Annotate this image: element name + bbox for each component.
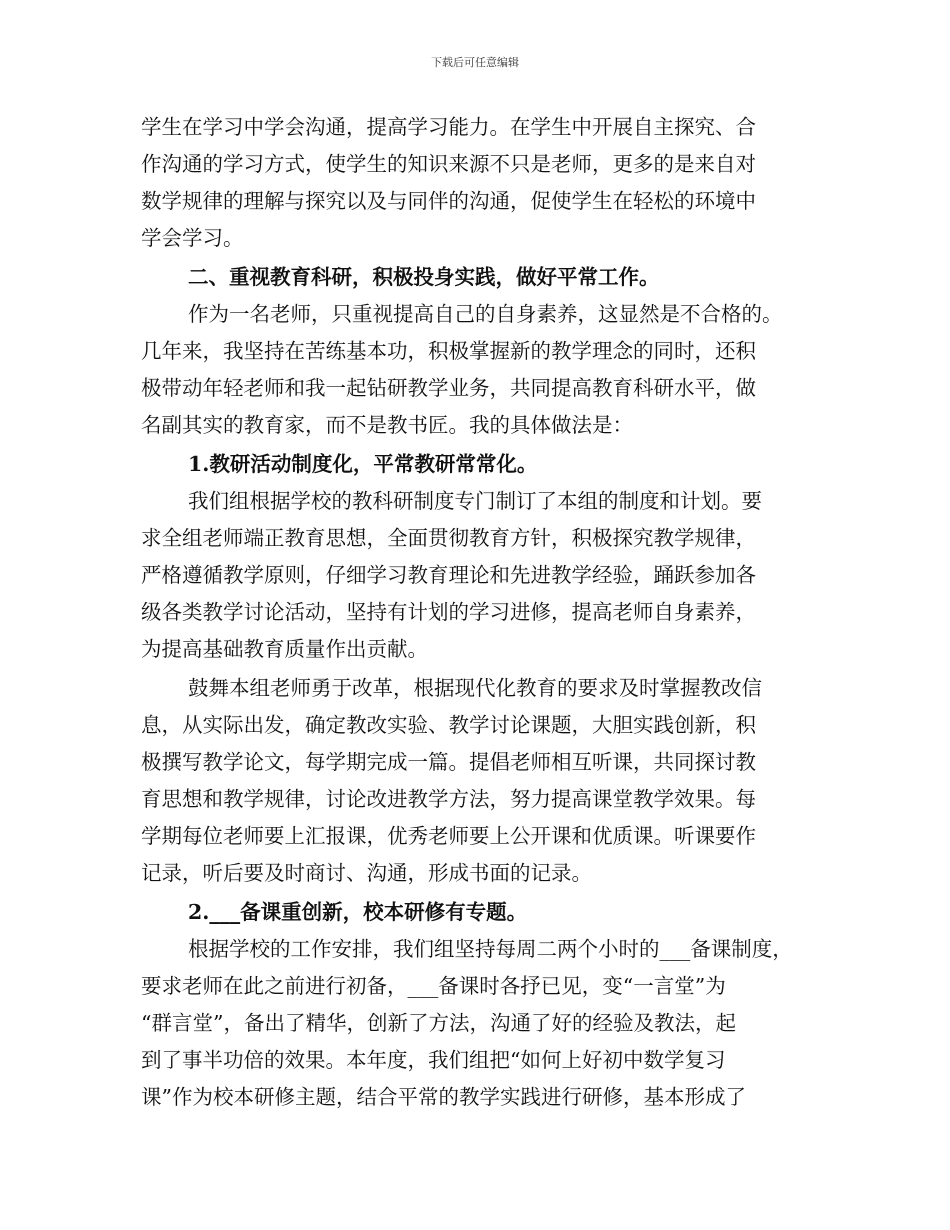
text-line: 名副其实的教育家，而不是教书匠。我的具体做法是： — [141, 413, 633, 437]
subsection-heading: 2.___备课重创新，校本研修有专题。 — [188, 900, 528, 924]
text-line: 极撰写教学论文，每学期完成一篇。提倡老师相互听课，共同探讨教 — [141, 750, 756, 774]
text-line: 作沟通的学习方式，使学生的知识来源不只是老师，更多的是来自对 — [141, 152, 756, 176]
text-line: 数学规律的理解与探究以及与同伴的沟通，促使学生在轻松的环境中 — [141, 189, 756, 213]
text-line: 课”作为校本研修主题，结合平常的教学实践进行研修，基本形成了 — [141, 1085, 746, 1109]
text-line: 我们组根据学校的教科研制度专门制订了本组的制度和计划。要 — [188, 489, 762, 513]
text-line: 根据学校的工作安排，我们组坚持每周二两个小时的___备课制度， — [188, 937, 793, 961]
text-line: 学生在学习中学会沟通，提高学习能力。在学生中开展自主探究、合 — [141, 115, 756, 139]
text-line: 级各类教学讨论活动，坚持有计划的学习进修，提高老师自身素养， — [141, 600, 756, 624]
section-heading: 二、重视教育科研，积极投身实践，做好平常工作。 — [188, 265, 660, 289]
text-line: 要求老师在此之前进行初备，___备课时各抒已见，变“一言堂”为 — [141, 974, 726, 998]
text-line: 作为一名老师，只重视提高自己的自身素养，这显然是不合格的。 — [188, 302, 783, 326]
text-line: 育思想和教学规律，讨论改进教学方法，努力提高课堂教学效果。每 — [141, 787, 756, 811]
text-line: 极带动年轻老师和我一起钻研教学业务，共同提高教育科研水平，做 — [141, 376, 756, 400]
subsection-heading: 1.教研活动制度化，平常教研常常化。 — [188, 452, 538, 476]
text-line: 记录，听后要及时商讨、沟通，形成书面的记录。 — [141, 861, 592, 885]
text-line: 学会学习。 — [141, 226, 244, 250]
text-line: 到了事半功倍的效果。本年度，我们组把“如何上好初中数学复习 — [141, 1048, 726, 1072]
text-line: “群言堂”，备出了精华，创新了方法，沟通了好的经验及教法，起 — [141, 1011, 736, 1035]
text-line: 求全组老师端正教育思想，全面贯彻教育方针，积极探究教学规律， — [141, 526, 756, 550]
text-line: 几年来，我坚持在苦练基本功，积极掌握新的教学理念的同时，还积 — [141, 339, 756, 363]
text-line: 为提高基础教育质量作出贡献。 — [141, 637, 428, 661]
text-line: 鼓舞本组老师勇于改革，根据现代化教育的要求及时掌握教改信 — [188, 676, 762, 700]
text-line: 学期每位老师要上汇报课，优秀老师要上公开课和优质课。听课要作 — [141, 824, 756, 848]
text-line: 严格遵循教学原则，仔细学习教育理论和先进教学经验，踊跃参加各 — [141, 563, 756, 587]
page-header: 下载后可任意编辑 — [431, 56, 519, 69]
text-line: 息，从实际出发，确定教改实验、教学讨论课题，大胆实践创新，积 — [141, 713, 756, 737]
